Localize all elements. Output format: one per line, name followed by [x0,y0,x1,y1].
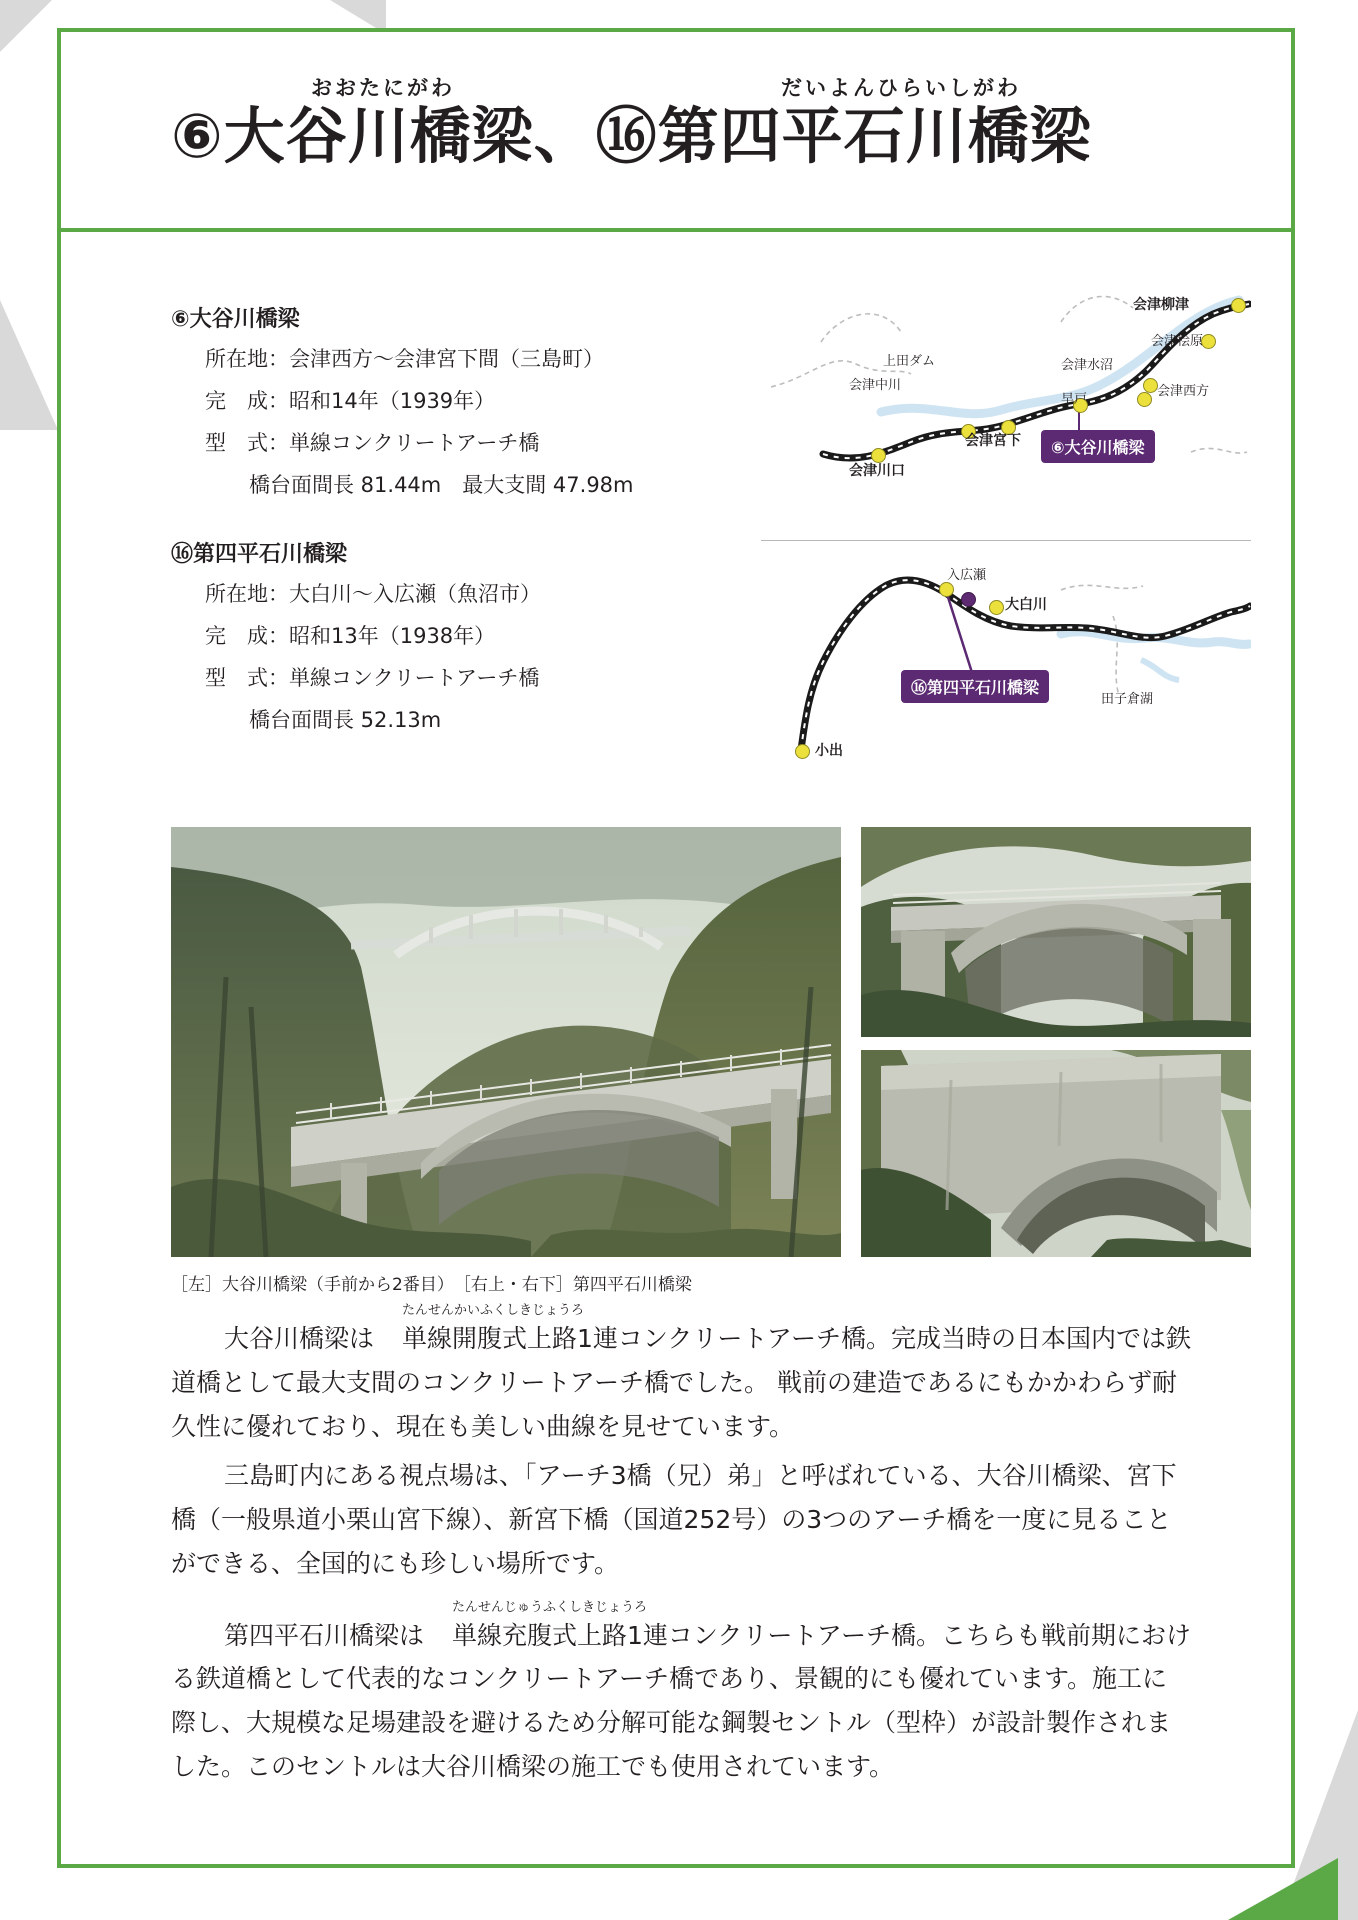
map-label-tagokurako: 田子倉湖 [1101,692,1154,707]
photo-otanigawa-bridge [171,827,841,1257]
paragraph-3-ruby-base: 単線充腹式上路 [452,1620,628,1650]
photo-hiraishigawa-bridge-top [861,827,1251,1037]
paragraph-1-ruby-base: 単線開腹式上路 [402,1324,578,1353]
paragraph-3-ruby-group [424,1599,648,1658]
entry-1-dimensions: 橋台面間長 81.44m 最大支間 47.98m [249,473,634,497]
body-text [171,1303,1191,1795]
entry-heading-2: ⑯第四平石川橋梁 [171,542,348,567]
paragraph-3-after: 1連コンクリートアーチ橋。こちらも戦前期における鉄道橋として代表的なコンクリートアーチ橋であり、景観的にも優れています。施工に際し、大規模な足場建設を避けるため分解可能な鋼製セントル（型枠）が設計製作されました。このセントルは大谷川橋梁の施工でも使用されています。 [171,1620,1191,1781]
entry-2-line-completion: 完 成：昭和13年（1938年） [205,624,496,648]
info-block [171,302,731,746]
page-frame [57,28,1295,1868]
station-dot-aizuyanaizu [1231,298,1246,313]
entry-1-line-location: 所在地：会津西方〜会津宮下間（三島町） [205,347,604,371]
paragraph-1-ruby: たんせんかいふくしきじょうろ [402,1303,585,1318]
map-label-koide: 小出 [815,743,843,759]
station-dot-aizuhinohara [1201,334,1216,349]
map-tag-daiyonhiraishigawa: ⑯第四平石川橋梁 [901,670,1049,703]
map-label-aizunishikata: 会津西方 [1157,384,1210,399]
entry-2-line-type: 型 式：単線コンクリートアーチ橋 [205,666,540,690]
title-inner [171,72,1092,172]
paragraph-spacer [171,1592,1191,1614]
corner-decoration-left [0,300,58,430]
corner-decoration-top-left [0,0,52,52]
map-tag-otanigawa: ⑥大谷川橋梁 [1041,430,1155,463]
entry-1-line-type: 型 式：単線コンクリートアーチ橋 [205,431,540,455]
map-label-irihirose: 入広瀬 [947,568,987,583]
title-ruby-1: おおたにがわ [311,76,455,100]
map-label-aizumiyashita: 会津宮下 [965,433,1021,449]
map-label-aizuhinohara: 会津桧原 [1151,334,1204,349]
station-dot-iriHirose [939,582,954,597]
entry-heading-1: ⑥大谷川橋梁 [171,307,300,332]
paragraph-1 [171,1303,1191,1448]
entry-2-line-location: 所在地：大白川〜入広瀬（魚沼市） [205,582,541,606]
station-dot-bridge-location [961,592,976,607]
station-dot-koide [795,744,810,759]
paragraph-1-after: 1連コンクリートアーチ橋。完成当時の日本国内では鉄道橋として最大支間のコンクリートアーチ橋でした。 戦前の建造であるにもかかわらず耐久性に優れており、現在も美しい曲線を見せています。 [171,1324,1191,1441]
photo-hiraishigawa-bridge-bottom [861,1050,1251,1257]
title-ruby-row [171,72,1092,98]
paragraph-1-before: 大谷川橋梁は [199,1324,375,1353]
map-label-aizuyanaizu: 会津柳津 [1133,297,1189,313]
info-spacer [171,511,731,537]
page-title: ⑥大谷川橋梁、⑯第四平石川橋梁 [171,101,1092,172]
maps-area [761,282,1251,792]
map-label-aizunakagawa: 会津中川 [849,378,902,393]
paragraph-1-ruby-group [374,1303,585,1361]
map-divider [761,540,1251,541]
paragraph-3-ruby: たんせんじゅうふくしきじょうろ [452,1599,648,1615]
map-label-uedadam: 上田ダム [883,354,936,369]
map-label-oshirakawa: 大白川 [1005,597,1047,613]
entry-2-dimensions: 橋台面間長 52.13m [249,708,442,732]
title-ruby-2: だいよんひらいしがわ [781,76,1021,100]
title-band [61,32,1291,232]
paragraph-2: 三島町内にある視点場は、「アーチ3橋（兄）弟」と呼ばれている、大谷川橋梁、宮下橋（一般県道小栗山宮下線）、新宮下橋（国道252号）の3つのアーチ橋を一度に見ることができる、全国的にも珍しい場所です。 [171,1461,1177,1578]
station-dot-aizunishikata [1137,392,1152,407]
paragraph-3-before: 第四平石川橋梁は [199,1620,425,1650]
map-label-aizukawaguchi: 会津川口 [849,463,905,479]
map-label-hayato: 早戸 [1061,392,1088,407]
photo-caption: ［左］大谷川橋梁（手前から2番目） ［右上・右下］第四平石川橋梁 [171,1275,692,1295]
entry-1-line-completion: 完 成：昭和14年（1939年） [205,389,496,413]
station-dot-oshirakawa [989,600,1004,615]
map-label-aizuminamata: 会津水沼 [1061,358,1114,373]
paragraph-3 [171,1599,1191,1789]
station-dot-aizuminamata [1143,378,1158,393]
map-top-graphic [761,282,1251,532]
